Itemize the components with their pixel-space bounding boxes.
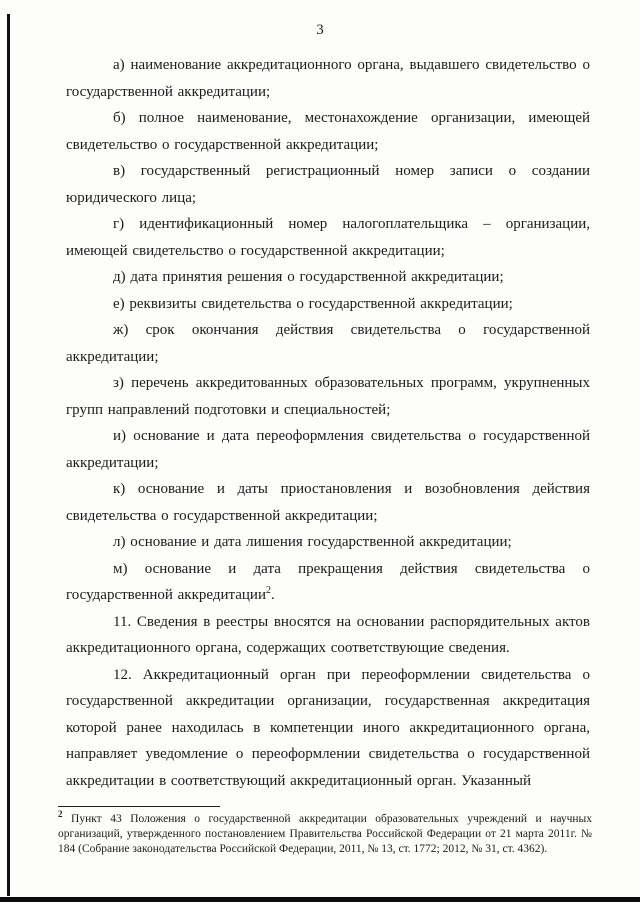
document-body [66, 52, 590, 794]
footnote-reference: 2 [265, 585, 271, 596]
page-number: 3 [316, 22, 324, 38]
paragraph-item-k: к) основание и даты приостановления и возобновления действия свидетельства о государственной аккредитации; [66, 481, 590, 524]
paragraph-item-g: г) идентификационный номер налогоплательщика – организации, имеющей свидетельство о государственной аккредитации; [66, 216, 590, 259]
paragraph-point-11: 11. Сведения в реестры вносятся на основании распорядительных актов аккредитационного органа, содержащих соответствующие сведения. [66, 613, 590, 656]
paragraph-item-zh: ж) срок окончания действия свидетельства о государственной аккредитации; [66, 322, 590, 365]
paragraph-item-z: з) перечень аккредитованных образовательных программ, укрупненных групп направлений подготовки и специальностей; [66, 375, 590, 418]
paragraph-point-12: 12. Аккредитационный орган при переоформлении свидетельства о государственной аккредитации организации, государственная аккредитация которой ранее находилась в компетенции иного аккредитационного органа, направляет уведомление о переоформлении свидетельства о государственной аккредитации в соответствующий аккредитационный орган. Указанный [66, 666, 590, 789]
paragraph-item-e: е) реквизиты свидетельства о государственной аккредитации; [113, 295, 513, 312]
paragraph-text: м) основание и дата прекращения действия свидетельства о государственной аккредитации [66, 560, 590, 603]
paragraph-item-l: л) основание и дата лишения государственной аккредитации; [113, 534, 512, 550]
paragraph-item-b: б) полное наименование, местонахождение организации, имеющей свидетельство о государственной аккредитации; [66, 110, 590, 153]
footnote [58, 806, 592, 857]
paragraph-item-v: в) государственный регистрационный номер записи о создании юридического лица; [66, 163, 590, 206]
scan-edge-left [7, 14, 10, 896]
paragraph-item-a: а) наименование аккредитационного органа, выдавшего свидетельство о государственной аккредитации; [66, 57, 590, 100]
scan-edge-bottom [0, 897, 640, 902]
footnote-text [58, 809, 593, 857]
footnote-divider [58, 806, 220, 807]
paragraph-item-d: д) дата принятия решения о государственной аккредитации; [113, 269, 504, 285]
paragraph-item-i: и) основание и дата переоформления свидетельства о государственной аккредитации; [66, 428, 590, 471]
paragraph-text: . [270, 587, 275, 603]
paragraph-item-m [66, 556, 590, 609]
footnote-marker: 2 [58, 809, 63, 820]
footnote-body: Пункт 43 Положения о государственной аккредитации образовательных учреждений и научных организаций, утвержденного постановлением Правительства Российской Федерации от 21 марта 2011г. № 184 (Собрание законодательства Российской Федерации, 2011, № 13, ст. 1772; 2012, № 31, ст. 4362). [58, 813, 593, 855]
